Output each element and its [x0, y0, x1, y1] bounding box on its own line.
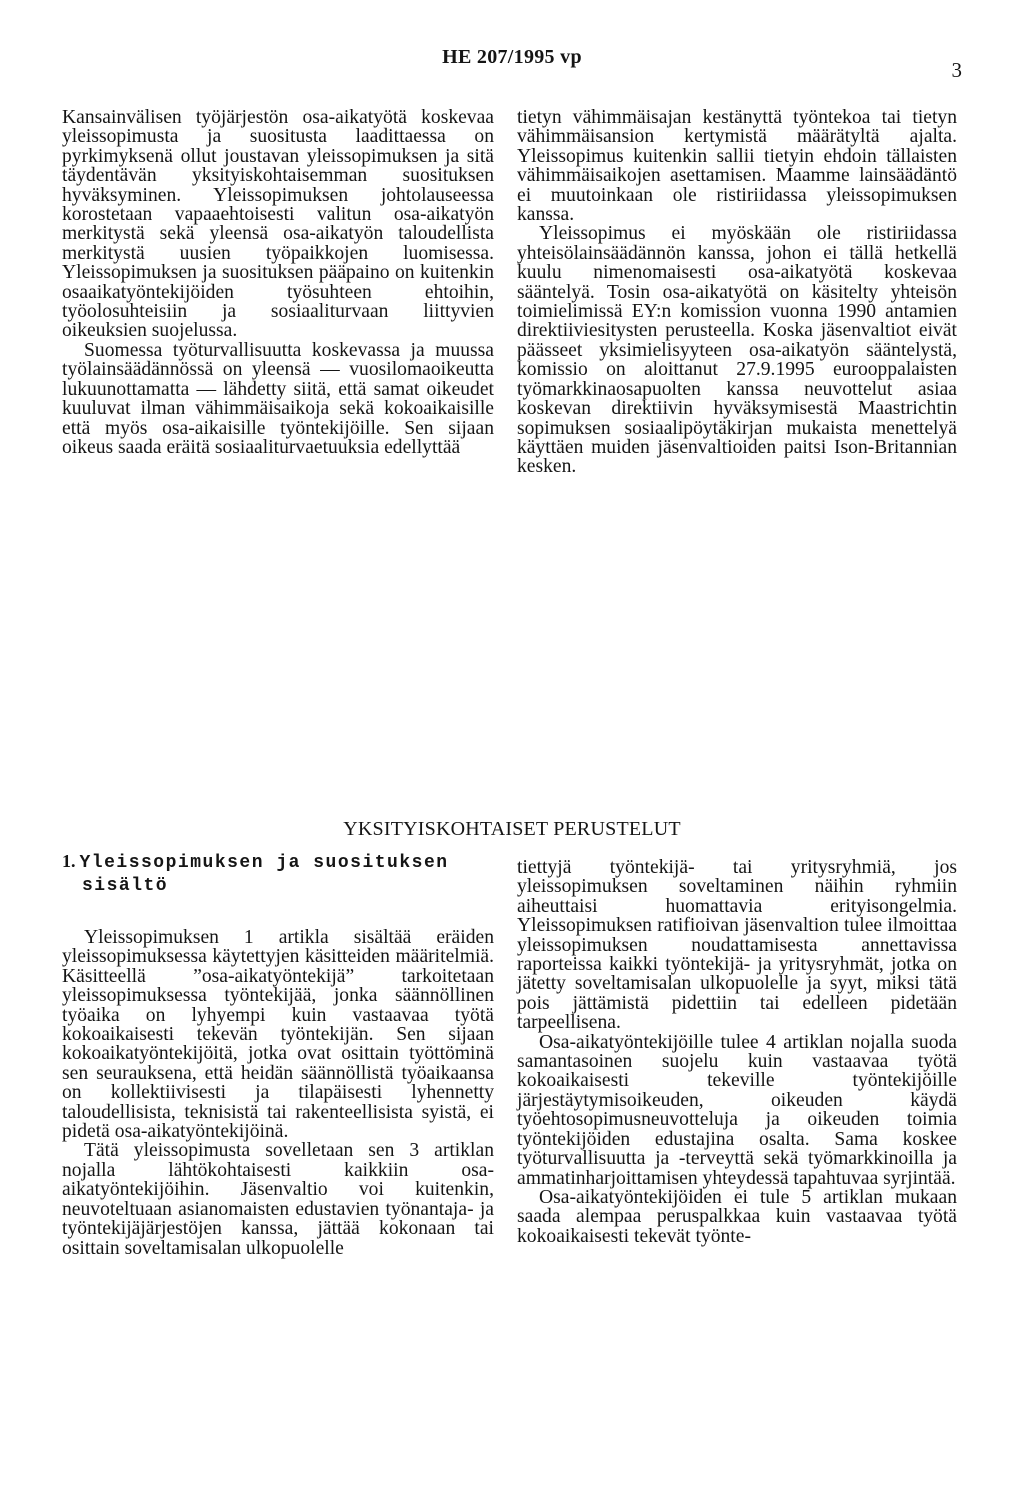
details-right-paragraph-3: Osa-aikatyöntekijöiden ei tule 5 artiklan mukaan saada alempaa peruspalkkaa kuin vastaavaa työtä kokoaikaisesti tekevät työnte-	[517, 1186, 957, 1247]
intro-right-paragraph-1: tietyn vähimmäisajan kestänyttä työntekoa tai tietyn vähimmäisansion kertymistä määrätyltä ajalta. Yleissopimus kuitenkin sallii tietyin ehdoin tällaisten vähimmäisaikojen asettamisen. Maamme lainsäädäntö ei muutoinkaan ole ristiriidassa yleissopimuksen kanssa.	[517, 107, 957, 226]
subsection-number: 1.	[62, 851, 76, 871]
details-left-paragraph-1: Yleissopimuksen 1 artikla sisältää eräiden yleissopimuksessa käytettyjen käsitteiden määritelmiä. Käsitteellä ”osa-aikatyöntekijä” tarkoitetaan yleissopimuksessa työntekijää, jonka säännöllinen työaika on lyhyempi kuin vastaavaa työtä kokoaikaisesti tekevän työntekijän. Sen sijaan kokoaikatyöntekijöitä, jotka ovat osittain työttöminä sen seurauksena, että heidän säännöllistä työaikaansa on kollektiivisesti ja tilapäisesti lyhennetty taloudellisista, teknisistä tai rakenteellisista syistä, ei pidetä osa-aikatyöntekijöinä.	[62, 927, 494, 1143]
details-right-paragraph-1: tiettyjä työntekijä- tai yritysryhmiä, jos yleissopimuksen soveltaminen näihin ryhmiin aiheuttaisi huomattavia erityisongelmia. Yleissopimuksen ratifioivan jäsenvaltion tulee ilmoittaa yleissopimuksen noudattamisesta annettavissa raporteissa kaikki työntekijä- ja yritysryhmät, jotka on jätetty soveltamisalan ulkopuolelle ja syyt, miksi tätä pois jättämistä pidettiin tai edelleen pidetään tarpeellisena.	[517, 857, 957, 1034]
intro-left-paragraph-1: Kansainvälisen työjärjestön osa-aikatyötä koskevaa yleissopimusta ja suositusta laadittaessa on pyrkimyksenä ollut joustavan yleissopimuksen ja sitä täydentävän yksityiskohtaisemman suosituksen hyväksyminen. Yleissopimuksen johtolauseessa korostetaan vapaaehtoisesti valitun osa-aikatyön merkitystä sekä yleensä osa-aikatyön taloudellista merkitystä uusien työpaikkojen luomisessa. Yleissopimuksen ja suosituksen pääpaino on kuitenkin osaaikatyöntekijöiden työsuhteen ehtoihin, työolosuhteisiin ja sosiaaliturvaan liittyvien oikeuksien suojelussa.	[62, 107, 494, 342]
subsection-heading	[62, 850, 494, 898]
details-right-column	[517, 858, 957, 1246]
details-left-column	[62, 928, 494, 1258]
intro-left-paragraph-2: Suomessa työturvallisuutta koskevassa ja muussa työlainsäädännössä on yleensä — vuosilomaoikeutta lukuunottamatta — lähdetty siitä, että samat oikeudet kuuluvat ilman vähimmäisaikoja sekä kokoaikaisille että myös osa-aikaisille työntekijöille. Sen sijaan oikeus saada eräitä sosiaaliturvaetuuksia edellyttää	[62, 339, 494, 458]
subsection-title-line-2: sisältö	[82, 876, 169, 896]
document-header-title: HE 207/1995 vp	[442, 46, 582, 68]
intro-right-paragraph-2: Yleissopimus ei myöskään ole ristiriidassa yhteisölainsäädännön kanssa, johon ei tällä hetkellä kuulu nimenomaisesti osa-aikatyötä koskevaa sääntelyä. Tosin osa-aikatyötä on käsitelty yhteisön toimielimissä EY:n komission vuonna 1990 antamien direktiiviesitysten perusteella. Koska jäsenvaltiot eivät päässeet yksimielisyyteen osa-aikatyön sääntelystä, komissio on aloittanut 27.9.1995 eurooppalaisten työmarkkinaosapuolten kanssa neuvottelut asiaa koskevan direktiivin hyväksymisestä Maastrichtin sopimuksen sosiaalipöytäkirjan mukaista menettelyä käyttäen muiden jäsenvaltioiden paitsi Ison-Britannian kesken.	[517, 223, 957, 478]
details-right-paragraph-2: Osa-aikatyöntekijöille tulee 4 artiklan nojalla suoda samantasoinen suojelu kuin vastaavaa työtä kokoaikaisesti tekeville työntekijöille järjestäytymisoikeuden, oikeuden käydä työehtosopimusneuvotteluja ja oikeuden toimia työntekijöiden edustajina osalta. Sama koskee työturvallisuutta ja -terveyttä sekä työmarkkinoilla ja ammatinharjoittamisen yhteydessä tapahtuvaa syrjintää.	[517, 1031, 957, 1189]
page-number: 3	[951, 58, 962, 82]
details-left-paragraph-2: Tätä yleissopimusta sovelletaan sen 3 artiklan nojalla lähtökohtaisesti kaikkiin osa-aikatyöntekijöihin. Jäsenvaltio voi kuitenkin, neuvoteltuaan asianomaisten edustavien työnantaja- ja työntekijäjärjestöjen kanssa, jättää kokonaan tai osittain soveltamisalan ulkopuolelle	[62, 1140, 494, 1259]
intro-left-column	[62, 108, 494, 457]
subsection-title-line-1: Yleissopimuksen ja suosituksen	[79, 853, 449, 873]
section-heading: YKSITYISKOHTAISET PERUSTELUT	[343, 818, 681, 840]
intro-right-column	[517, 108, 957, 477]
